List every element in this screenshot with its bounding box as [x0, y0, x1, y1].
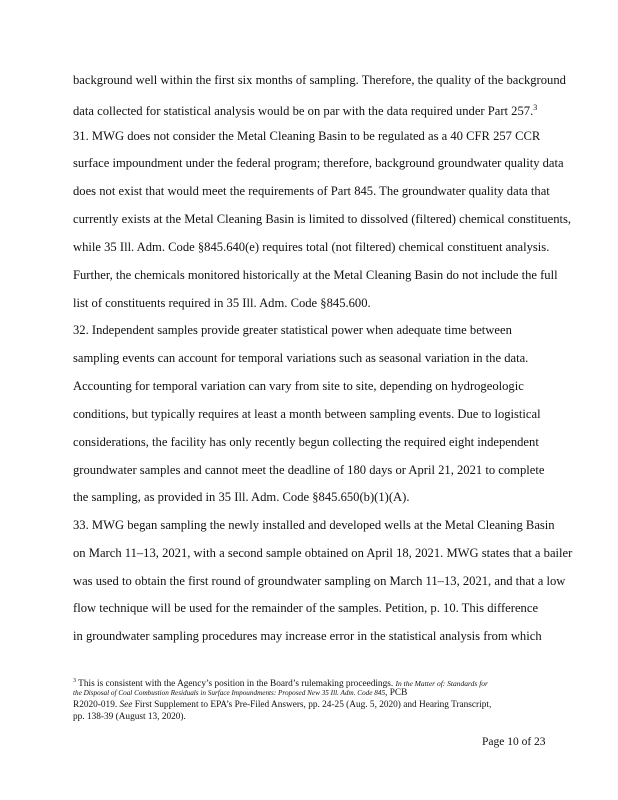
body-line: the sampling, as provided in 35 Ill. Adm. Code §845.650(b)(1)(A). — [73, 490, 410, 504]
body-line: does not exist that would meet the requirements of Part 845. The groundwater quality data that — [73, 184, 550, 198]
body-line: considerations, the facility has only recently begun collecting the required eight independent — [73, 435, 539, 449]
footnote-line — [73, 700, 491, 711]
body-line: Further, the chemicals monitored historically at the Metal Cleaning Basin do not include the full — [73, 268, 558, 282]
body-line: on March 11–13, 2021, with a second sample obtained on April 18, 2021. MWG states that a bailer — [73, 546, 573, 560]
footnote-line — [73, 688, 407, 699]
body-line: in groundwater sampling procedures may increase error in the statistical analysis from which — [73, 629, 542, 643]
body-line: surface impoundment under the federal program; therefore, background groundwater quality data — [73, 156, 564, 170]
footnote-marker: 3 — [73, 678, 76, 684]
body-line: flow technique will be used for the remainder of the samples. Petition, p. 10. This difference — [73, 601, 539, 615]
body-line: background well within the first six months of sampling. Therefore, the quality of the background — [73, 73, 566, 87]
body-line: while 35 Ill. Adm. Code §845.640(e) requires total (not filtered) chemical constituent analysis. — [73, 240, 550, 254]
body-line: was used to obtain the first round of groundwater sampling on March 11–13, 2021, and that a low — [73, 574, 566, 588]
body-line: sampling events can account for temporal variations such as seasonal variation in the data. — [73, 351, 529, 365]
footnote-text: This is consistent with the Agency’s position in the Board’s rulemaking proceedings. — [78, 679, 394, 690]
footnote-line: pp. 138-39 (August 13, 2020). — [73, 712, 186, 722]
body-line: conditions, but typically requires at least a month between sampling events. Due to logistical — [73, 407, 541, 421]
body-line: Accounting for temporal variation can vary from site to site, depending on hydrogeologic — [73, 379, 524, 393]
body-line: list of constituents required in 35 Ill. Adm. Code §845.600. — [73, 296, 371, 310]
body-line — [73, 100, 537, 119]
footnote-see: See — [119, 700, 133, 710]
footnote-text: First Supplement to EPA’s Pre-Filed Answers, pp. 24-25 (Aug. 5, 2020) and Hearing Transcript, — [134, 700, 492, 710]
footnote-text: R2020-019. — [73, 700, 118, 710]
footnote-case-title: the Disposal of Coal Combustion Residuals in Surface Impoundments: Proposed New 35 Ill. Adm. Code 845 — [73, 689, 386, 697]
footnote-case-title: In the Matter of: Standards for — [395, 679, 488, 689]
body-line: currently exists at the Metal Cleaning Basin is limited to dissolved (filtered) chemical constituents, — [73, 212, 572, 226]
body-line: groundwater samples and cannot meet the deadline of 180 days or April 21, 2021 to complete — [73, 463, 545, 477]
footnote-text: , PCB — [385, 688, 408, 698]
footnote-reference: 3 — [533, 103, 538, 112]
body-line: 31. MWG does not consider the Metal Cleaning Basin to be regulated as a 40 CFR 257 CCR — [73, 129, 541, 143]
body-line: 33. MWG began sampling the newly installed and developed wells at the Metal Cleaning Basin — [73, 518, 555, 532]
body-line: 32. Independent samples provide greater statistical power when adequate time between — [73, 323, 512, 337]
page-number: Page 10 of 23 — [482, 736, 546, 748]
body-line-text: data collected for statistical analysis would be on par with the data required under Part 257. — [73, 104, 534, 119]
